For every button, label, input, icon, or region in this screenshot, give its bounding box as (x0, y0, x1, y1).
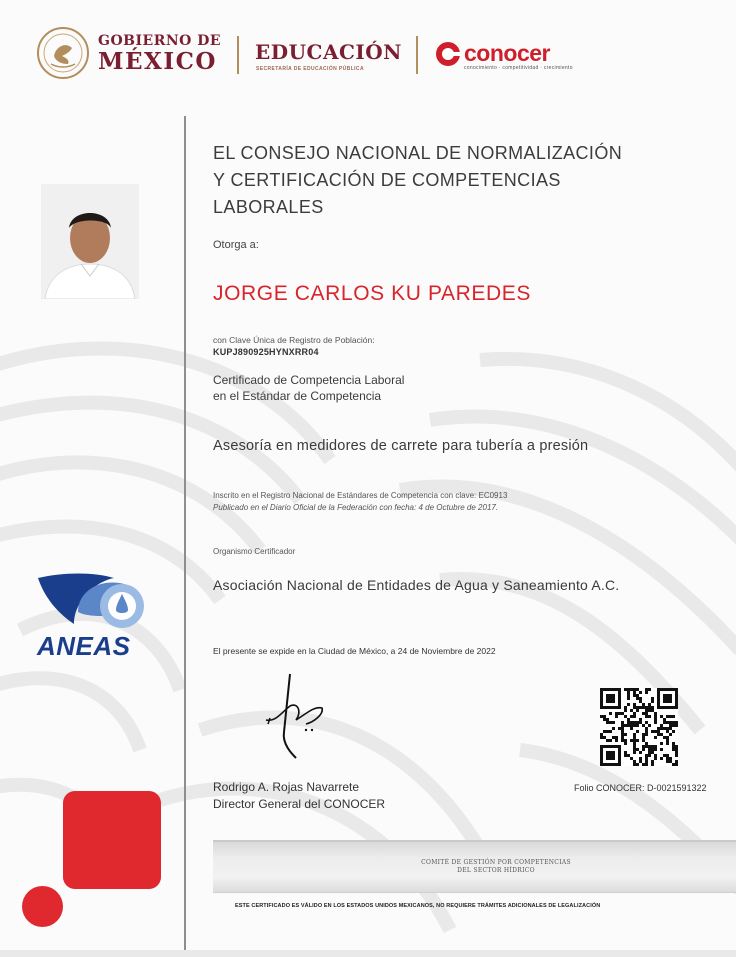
gobierno-mexico-logo (98, 34, 221, 73)
bottom-edge (0, 950, 736, 957)
header-divider (237, 36, 239, 74)
recipient-name: JORGE CARLOS KU PAREDES (213, 282, 531, 305)
gobierno-line2: MÉXICO (98, 48, 217, 75)
council-title: EL CONSEJO NACIONAL DE NORMALIZACIÓN Y CERTIFICACIÓN DE COMPETENCIAS LABORALES (213, 143, 623, 217)
conocer-logo-icon (434, 38, 466, 70)
national-seal-icon (36, 26, 90, 80)
conocer-subtitle: conocimiento · competitividad · crecimiento (464, 65, 573, 71)
folio-number: Folio CONOCER: D-0021591322 (574, 783, 707, 793)
recipient-photo (41, 184, 139, 299)
curp-label: con Clave Única de Registro de Población: (213, 335, 375, 345)
committee-line2: DEL SECTOR HÍDRICO (457, 867, 535, 874)
committee-band (213, 840, 736, 893)
competency-standard: Asesoría en medidores de carrete para tubería a presión (213, 438, 589, 454)
educacion-logo-text: EDUCACIÓN (255, 40, 402, 64)
certificate-description (213, 372, 404, 404)
otorga-label: Otorga a: (213, 239, 259, 251)
header-divider (416, 36, 418, 74)
organismo-name: Asociación Nacional de Entidades de Agua y Saneamiento A.C. (213, 577, 620, 593)
vertical-divider (184, 116, 186, 951)
gobierno-line1: GOBIERNO DE (98, 33, 222, 49)
publication-note: Publicado en el Diario Oficial de la Federación con fecha: 4 de Octubre de 2017. (213, 503, 499, 512)
committee-line1: COMITÉ DE GESTIÓN POR COMPETENCIAS (421, 859, 571, 866)
organismo-label: Organismo Certificador (213, 547, 296, 556)
header (34, 24, 604, 84)
aneas-logo-text: ANEAS (37, 631, 131, 661)
issue-date-text: El presente se expide en la Ciudad de México, a 24 de Noviembre de 2022 (213, 646, 496, 656)
signer-name: Rodrigo A. Rojas Navarrete (213, 780, 360, 794)
curp-value: KUPJ890925HYNXRR04 (213, 347, 319, 357)
signature-image (262, 672, 330, 760)
registry-note: Inscrito en el Registro Nacional de Estándares de Competencia con clave: EC0913 (213, 491, 508, 500)
certificate-line2: en el Estándar de Competencia (213, 389, 382, 403)
decorative-red-dot (22, 886, 63, 927)
committee-name (341, 859, 651, 875)
signer-title: Director General del CONOCER (213, 797, 386, 811)
educacion-subtitle: SECRETARÍA DE EDUCACIÓN PÚBLICA (256, 66, 364, 72)
certificate-line1: Certificado de Competencia Laboral (213, 373, 405, 387)
conocer-logo-text: conocer (464, 40, 550, 66)
validity-note: ESTE CERTIFICADO ES VÁLIDO EN LOS ESTADOS UNIDOS MEXICANOS, NO REQUIERE TRÁMITES ADICIONALES DE LEGALIZACIÓN (235, 903, 601, 909)
qr-code (600, 688, 678, 766)
certificate-body (213, 140, 713, 221)
decorative-red-square (63, 791, 161, 889)
